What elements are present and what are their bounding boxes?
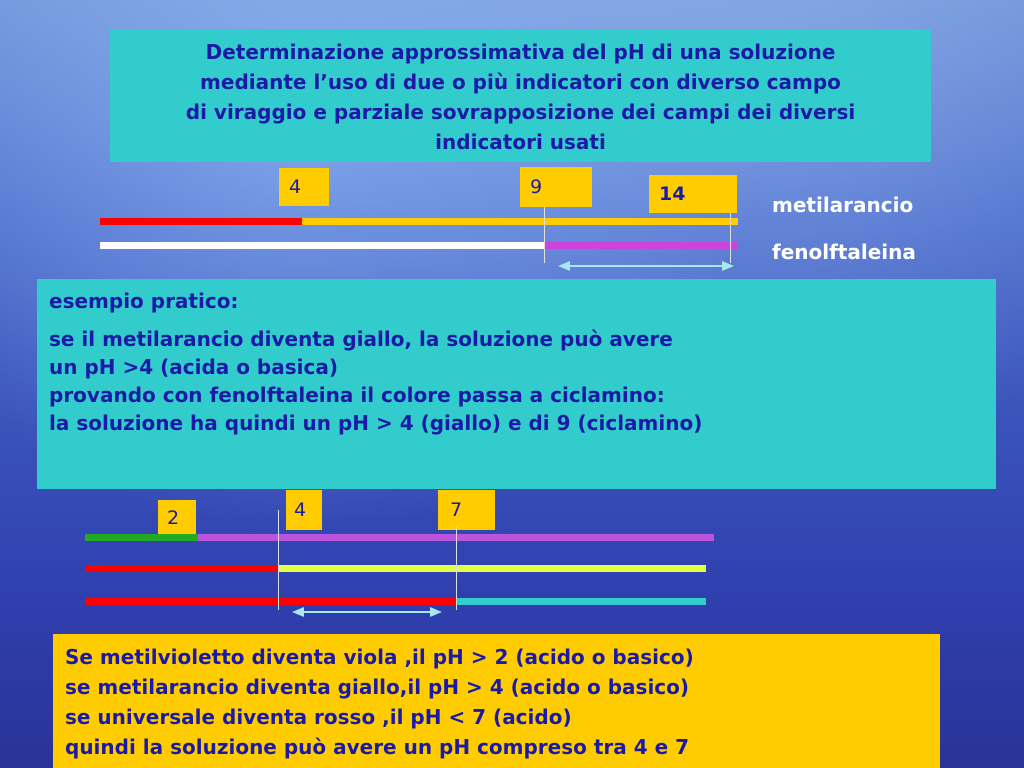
metilvioletto-acid-bar: [85, 534, 198, 541]
conclusion-line: se universale diventa rosso ,il pH < 7 (acido): [65, 705, 572, 729]
ph-mark-4: 4: [279, 168, 329, 206]
example-line: un pH >4 (acida o basica): [49, 355, 338, 379]
metilarancio2-basic-bar: [278, 565, 706, 572]
ph-mark-2: 2: [158, 500, 196, 536]
title-line: mediante l’uso di due o più indicatori con diverso campo: [200, 70, 841, 94]
ph-4-marker-line: [278, 510, 279, 610]
ph-14-marker-line: [730, 213, 731, 263]
example-heading: esempio pratico:: [49, 289, 239, 313]
ph-mark-9: 9: [520, 167, 592, 207]
conclusion-box: [53, 634, 940, 768]
ph-mark-4: 4: [286, 490, 322, 530]
example-box: [37, 279, 996, 489]
range-arrow-icon: [558, 259, 734, 273]
universale-acid-bar: [85, 598, 456, 605]
conclusion-line: se metilarancio diventa giallo,il pH > 4 (acido o basico): [65, 675, 690, 699]
metilarancio-acid-bar: [100, 218, 302, 225]
conclusion-line: Se metilvioletto diventa viola ,il pH > 2 (acido o basico): [65, 645, 694, 669]
metilarancio2-acid-bar: [85, 565, 278, 572]
range-arrow-icon: [292, 605, 442, 619]
example-line: se il metilarancio diventa giallo, la soluzione può avere: [49, 327, 673, 351]
ph-mark-7: 7: [438, 490, 495, 530]
title-box: [110, 29, 931, 162]
metilarancio-basic-bar: [302, 218, 738, 225]
fenolftaleina-colorless-bar: [100, 242, 544, 249]
universale-basic-bar: [456, 598, 706, 605]
ph-mark-14: 14: [649, 175, 737, 213]
ph-7-marker-line: [456, 527, 457, 610]
example-line: la soluzione ha quindi un pH > 4 (giallo) e di 9 (ciclamino): [49, 411, 703, 435]
title-line: indicatori usati: [435, 130, 606, 154]
fenolftaleina-pink-bar: [544, 242, 738, 249]
conclusion-line: quindi la soluzione può avere un pH compreso tra 4 e 7: [65, 735, 690, 759]
title-line: di viraggio e parziale sovrapposizione dei campi dei diversi: [185, 100, 856, 124]
example-line: provando con fenolftaleina il colore passa a ciclamino:: [49, 383, 665, 407]
indicator-label-fenolftaleina: fenolftaleina: [772, 240, 916, 264]
indicator-label-metilarancio: metilarancio: [772, 193, 914, 217]
ph-9-marker-line: [544, 207, 545, 263]
title-line: Determinazione approssimativa del pH di una soluzione: [205, 40, 836, 64]
